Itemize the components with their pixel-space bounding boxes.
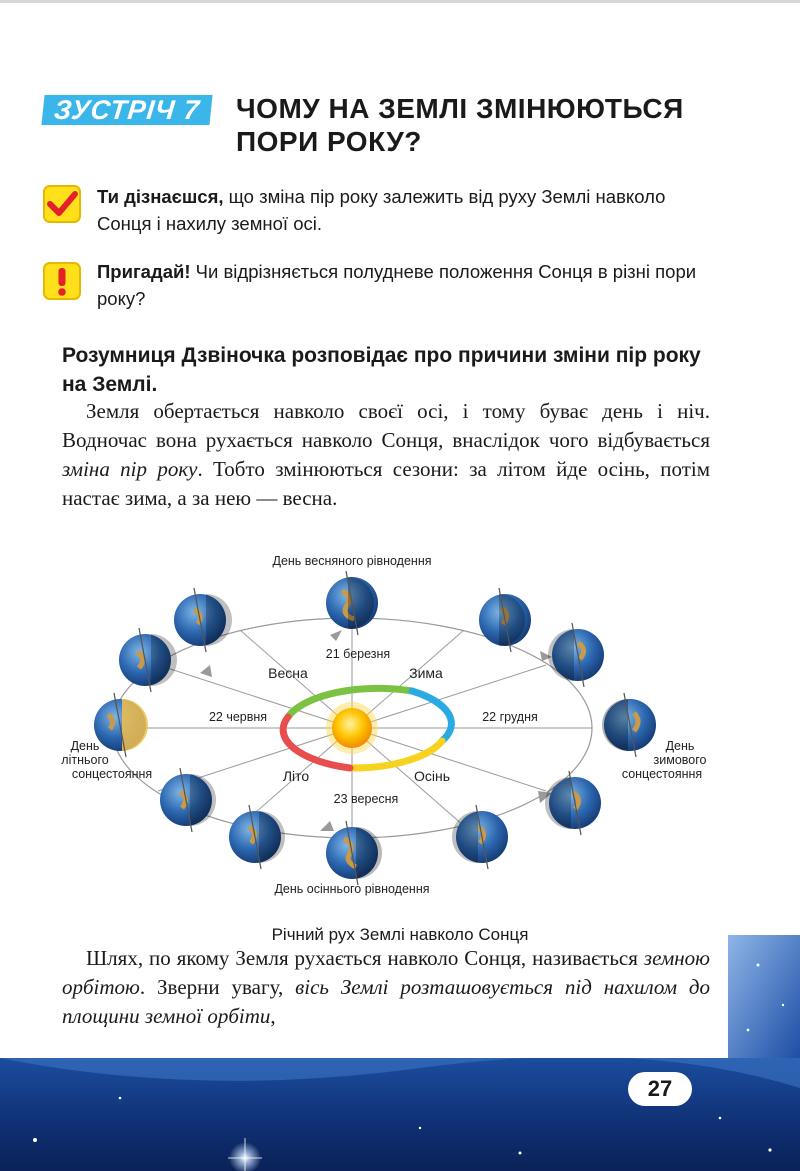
date-september-23: 23 вересня — [333, 792, 399, 806]
learn-text: що зміна пір року залежить від руху Землі навколо Сонця і нахилу земної осі. — [97, 186, 666, 234]
label-summer-solstice-3: сонцестояння — [71, 767, 153, 781]
checkmark-icon — [43, 185, 81, 223]
paragraph-1-text-end: . Тобто змінюються сезони: за літом йде осінь, потім настає зима, а за нею — весна. — [62, 457, 710, 510]
label-winter-solstice-3: сонцестояння — [621, 767, 703, 781]
title-line-1: ЧОМУ НА ЗЕМЛІ ЗМІНЮЮТЬСЯ — [236, 93, 684, 124]
paragraph-2-emphasis-b: вісь Землі розташовується під нахилом до площини земної орбіти — [62, 975, 710, 1028]
page-title — [236, 92, 716, 158]
earth-orbit-diagram — [40, 545, 740, 905]
learn-lead: Ти дізнаєшся, — [97, 186, 224, 207]
label-winter-solstice-2: зимового — [653, 753, 707, 767]
paragraph-2-text-a: Шлях, по якому Земля рухається навколо Сонця, називається — [86, 946, 644, 970]
paragraph-2-text-b: . Зверни увагу, — [139, 975, 296, 999]
night-sky-decoration — [728, 935, 800, 1058]
paragraph-1-text: Земля обертається навколо своєї осі, і тому буває день і ніч. Водночас вона рухається навколо Сонця, внаслідок чого відбувається — [62, 399, 710, 452]
remember-lead: Пригадай! — [97, 261, 191, 282]
label-winter-solstice-1: День — [665, 739, 695, 753]
season-summer: Літо — [282, 768, 310, 784]
paragraph-1 — [62, 397, 710, 513]
sun-icon — [326, 702, 378, 754]
label-summer-solstice-2: літнього — [61, 753, 109, 767]
section-subheading: Розумниця Дзвіночка розповідає про причини зміни пір року на Землі. — [62, 344, 701, 396]
date-march-21: 21 березня — [325, 647, 391, 661]
top-border — [0, 0, 800, 3]
paragraph-2-emphasis-a: земною орбітою — [62, 946, 710, 999]
label-summer-solstice-1: День — [70, 739, 100, 753]
date-june-22: 22 червня — [208, 710, 268, 724]
exclamation-icon — [43, 262, 81, 300]
paragraph-1-emphasis: зміна пір року — [62, 457, 198, 481]
date-december-22: 22 грудня — [482, 710, 538, 724]
page-number: 27 — [628, 1072, 692, 1106]
figure-caption: Річний рух Землі навколо Сонця — [271, 925, 529, 944]
learn-note — [97, 183, 709, 237]
paragraph-2-text-c: , — [270, 1004, 276, 1028]
remember-note — [97, 258, 709, 312]
paragraph-2 — [62, 944, 710, 1031]
label-spring-equinox: День весняного рівнодення — [272, 554, 432, 568]
season-spring: Весна — [268, 665, 308, 681]
season-winter: Зима — [409, 665, 443, 681]
remember-text: Чи відрізняється полудневе положення Сонця в різні пори року? — [97, 261, 697, 309]
label-autumn-equinox: День осіннього рівнодення — [274, 882, 430, 896]
title-line-2: ПОРИ РОКУ? — [236, 126, 422, 157]
season-autumn: Осінь — [413, 768, 451, 784]
lesson-badge: ЗУСТРІЧ 7 — [41, 95, 212, 125]
